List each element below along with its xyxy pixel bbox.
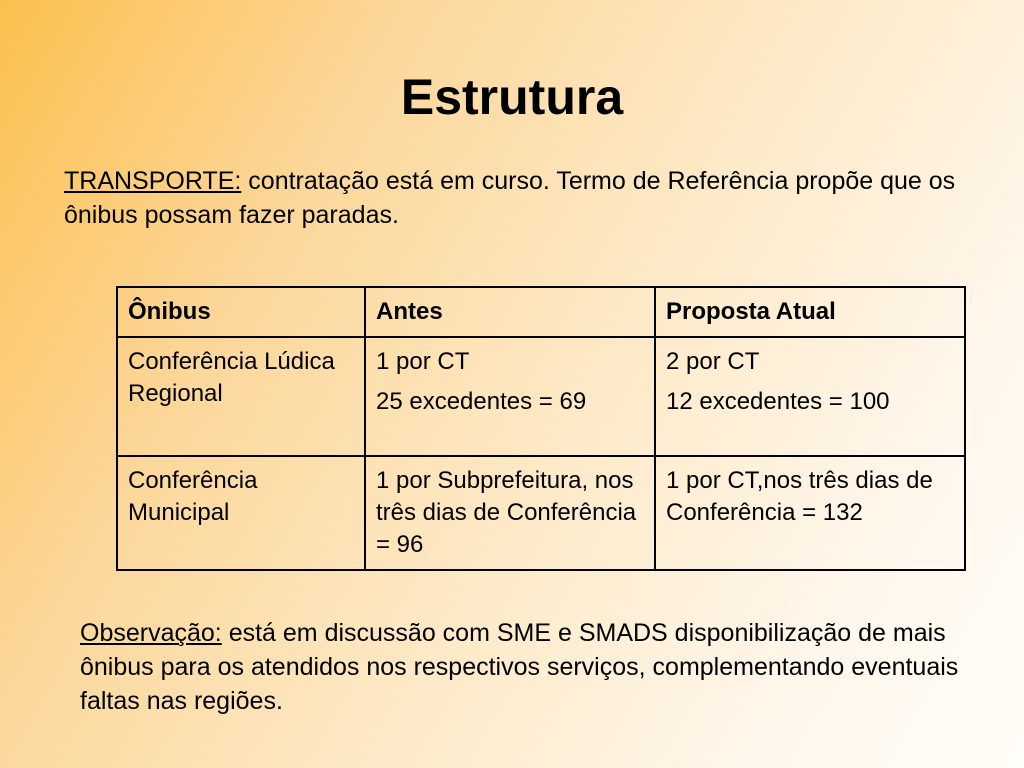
bus-table	[116, 286, 966, 571]
cell-proposta-line: 12 excedentes = 100	[666, 388, 890, 415]
intro-text: contratação está em curso. Termo de Referência propõe que os ônibus possam fazer paradas.	[64, 167, 956, 229]
cell-antes	[365, 337, 655, 456]
intro-paragraph	[64, 164, 964, 232]
header-proposta-atual: Proposta Atual	[655, 287, 965, 337]
note-paragraph	[80, 616, 980, 718]
header-onibus: Ônibus	[117, 287, 365, 337]
cell-antes: 1 por Subprefeitura, nos três dias de Conferência = 96	[365, 456, 655, 570]
table-row	[117, 456, 965, 570]
note-lead: Observação:	[80, 619, 222, 647]
cell-proposta	[655, 337, 965, 456]
cell-proposta-line: 2 por CT	[666, 348, 760, 375]
cell-antes-line: 1 por CT	[376, 348, 470, 375]
cell-onibus: Conferência Municipal	[117, 456, 365, 570]
cell-proposta: 1 por CT,nos três dias de Conferência = 132	[655, 456, 965, 570]
table-row	[117, 337, 965, 456]
table-header-row	[117, 287, 965, 337]
cell-onibus: Conferência Lúdica Regional	[117, 337, 365, 456]
cell-antes-line: 25 excedentes = 69	[376, 388, 587, 415]
note-text: está em discussão com SME e SMADS disponibilização de mais ônibus para os atendidos nos respectivos serviços, complementando eventuais faltas nas regiões.	[80, 619, 959, 715]
header-antes: Antes	[365, 287, 655, 337]
intro-lead: TRANSPORTE:	[64, 167, 242, 195]
slide-title: Estrutura	[400, 69, 624, 125]
